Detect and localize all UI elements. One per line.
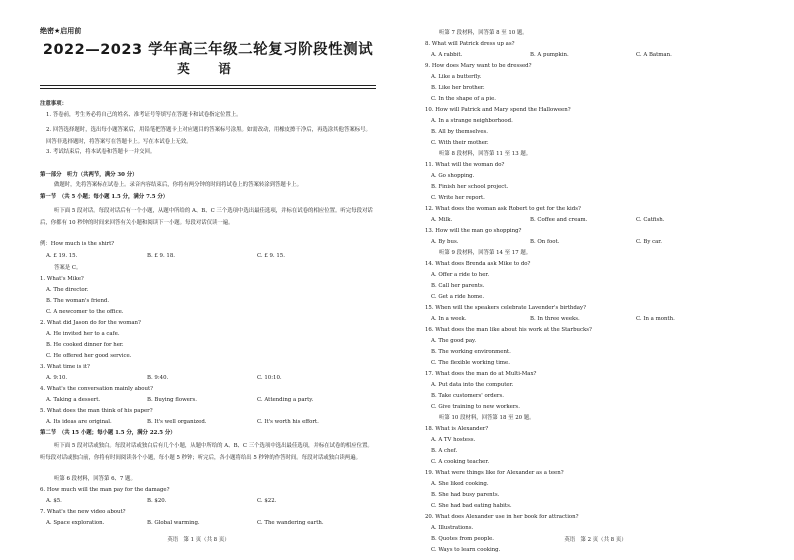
question: 13. How will the man go shopping? (425, 228, 522, 234)
option: B. The woman's friend. (46, 298, 110, 304)
material-instruction: 听第 9 段材料，回答第 14 至 17 题。 (439, 250, 532, 256)
option: A. She liked cooking. (431, 481, 489, 487)
exam-page-2 (397, 0, 794, 560)
option: B. Finish her school project. (431, 184, 509, 190)
question: 9. How does Mary want to be dressed? (425, 63, 532, 69)
question: 14. What does Brenda ask Mike to do? (425, 261, 531, 267)
option: A. Taking a dessert. (46, 397, 101, 403)
option: C. With their mother. (431, 140, 489, 146)
option: B. He cooked dinner for her. (46, 342, 124, 348)
option: C. By car. (636, 239, 663, 245)
option: C. Attending a party. (257, 397, 314, 403)
option: B. In three weeks. (530, 316, 580, 322)
option: C. $22. (257, 498, 277, 504)
question: 3. What time is it? (40, 364, 90, 370)
question: 10. How will Patrick and Mary spend the Halloween? (425, 107, 571, 113)
option: C. Catfish. (636, 217, 665, 223)
option: A. Milk. (431, 217, 453, 223)
option: A. Put data into the computer. (431, 382, 514, 388)
option: C. In the shape of a pie. (431, 96, 496, 102)
question: 16. What does the man like about his work at the Starbucks? (425, 327, 592, 333)
part1-intro: 做题时，先将答案标在试卷上。录音内容结束后，你将有两分钟的时间将试卷上的答案转涂到答题卡上。 (54, 182, 302, 188)
option: B. Quotes from people. (431, 536, 494, 542)
question: 18. What is Alexander? (425, 426, 489, 432)
option: B. A chef. (431, 448, 458, 454)
option: A. 9:10. (46, 375, 68, 381)
subject-title: 英 语 (177, 61, 239, 76)
option: A. The good pay. (431, 338, 477, 344)
question: 12. What does the woman ask Robert to get for the kids? (425, 206, 581, 212)
option: B. Buying flowers. (147, 397, 197, 403)
question: 20. What does Alexander use in her book for attraction? (425, 514, 579, 520)
option: B. On foot. (530, 239, 560, 245)
example-answer: 答案是 C。 (54, 265, 82, 271)
material-instruction: 听第 10 段材料，回答第 18 至 20 题。 (439, 415, 535, 421)
option: B. 9:40. (147, 375, 169, 381)
option: C. In a month. (636, 316, 675, 322)
option: C. It's worth his effort. (257, 419, 319, 425)
section1-heading: 第一节 （共 5 小题；每小题 1.5 分，满分 7.5 分） (40, 194, 169, 200)
option: B. Like her brother. (431, 85, 485, 91)
material-instruction: 听第 6 段材料，回答第 6、7 题。 (54, 476, 136, 482)
option: B. Call her parents. (431, 283, 485, 289)
notice-item: 2. 回答选择题时，选出每小题答案后，用铅笔把答题卡上对应题目的答案标号涂黑。如需改动，用橡皮擦干净后，再选涂其他答案标号。回答非选择题时，将答案写在答题卡上。写在本试卷上无效。 (46, 127, 371, 145)
option: A. Go shopping. (431, 173, 475, 179)
example-question: 例：How much is the shirt? (40, 241, 115, 247)
example-option: C. £ 9. 15. (257, 253, 285, 259)
header-rule (40, 85, 376, 86)
section2-intro: 听下面 5 段对话或独白。每段对话或独白后有几个小题，从题中所给的 A、B、C 三个选项中选出最佳选项，并标在试卷的相应位置。听每段对话或独白前，你将有时间阅读各个小题，每小题 5 秒钟；听完后，各小题将给出 5 秒钟的作答时间。每段对话或独白读两遍。 (40, 443, 373, 461)
section1-intro: 听下面 5 段对话。每段对话后有一个小题，从题中所给的 A、B、C 三个选项中选出最佳选项，并标在试卷的相应位置。听完每段对话后，你都有 10 秒钟的时间来回答有关小题和阅读下一小题。每段对话仅读一遍。 (40, 208, 373, 226)
option: C. The flexible working time. (431, 360, 510, 366)
option: A. The director. (46, 287, 89, 293)
option: A. Offer a ride to her. (431, 272, 490, 278)
option: C. A Batman. (636, 52, 672, 58)
option: B. It's well organized. (147, 419, 207, 425)
option: C. The wandering earth. (257, 520, 324, 526)
option: A. He invited her to a cafe. (46, 331, 120, 337)
question: 5. What does the man think of his paper? (40, 408, 153, 414)
option: B. $20. (147, 498, 167, 504)
option: B. The working environment. (431, 349, 511, 355)
option: A. In a strange neighborhood. (431, 118, 513, 124)
notice-item: 3. 考试结束后，将本试卷和答题卡一并交回。 (46, 149, 156, 155)
option: C. She had bad eating habits. (431, 503, 512, 509)
option: C. Ways to learn cooking. (431, 547, 501, 553)
option: A. Illustrations. (431, 525, 474, 531)
header-rule-thin (40, 88, 376, 89)
section2-heading: 第二节 （共 15 小题；每小题 1.5 分，满分 22.5 分） (40, 430, 176, 436)
option: A. In a week. (431, 316, 467, 322)
notice-heading: 注意事项： (40, 101, 67, 107)
option: C. Give training to new workers. (431, 404, 520, 410)
option: C. Write her report. (431, 195, 485, 201)
option: C. 10:10. (257, 375, 282, 381)
option: A. $5. (46, 498, 62, 504)
option: A. A rabbit. (431, 52, 463, 58)
option: A. Like a butterfly. (431, 74, 482, 80)
question: 8. What will Patrick dress up as? (425, 41, 515, 47)
option: A. Space exploration. (46, 520, 105, 526)
notice-item: 1. 答卷前，考生务必将自己的姓名、准考证号等填写在答题卡和试卷指定位置上。 (46, 112, 242, 118)
question: 11. What will the woman do? (425, 162, 505, 168)
page-footer: 英语 第 2 页（共 8 页） (564, 537, 627, 543)
material-instruction: 听第 7 段材料，回答第 8 至 10 题。 (439, 30, 528, 36)
option: B. Coffee and cream. (530, 217, 588, 223)
option: C. A newcomer to the office. (46, 309, 124, 315)
material-instruction: 听第 8 段材料，回答第 11 至 13 题。 (439, 151, 532, 157)
option: B. All by themselves. (431, 129, 488, 135)
question: 15. When will the speakers celebrate Lavender's birthday? (425, 305, 586, 311)
confidential-label: 绝密★启用前 (40, 27, 82, 35)
question: 4. What's the conversation mainly about? (40, 386, 154, 392)
option: A. By bus. (431, 239, 459, 245)
question: 1. What's Mike? (40, 276, 84, 282)
page-footer: 英语 第 1 页（共 8 页） (167, 537, 230, 543)
option: B. She had busy parents. (431, 492, 500, 498)
question: 6. How much will the man pay for the damage? (40, 487, 170, 493)
option: C. Get a ride home. (431, 294, 485, 300)
option: C. He offered her good service. (46, 353, 132, 359)
option: B. A pumpkin. (530, 52, 569, 58)
exam-title: 2022—2023 学年高三年级二轮复习阶段性测试 (42, 42, 374, 58)
option: B. Global warming. (147, 520, 200, 526)
part1-heading: 第一部分 听力（共两节，满分 30 分） (40, 172, 138, 178)
question: 2. What did Jason do for the woman? (40, 320, 141, 326)
example-option: A. £ 19. 15. (46, 253, 78, 259)
question: 19. What were things like for Alexander as a teen? (425, 470, 564, 476)
question: 17. What does the man do at Multi-Max? (425, 371, 537, 377)
example-option: B. £ 9. 18. (147, 253, 175, 259)
option: C. A cooking teacher. (431, 459, 490, 465)
option: B. Take customers' orders. (431, 393, 504, 399)
question: 7. What's the new video about? (40, 509, 126, 515)
option: A. Its ideas are original. (46, 419, 112, 425)
option: A. A TV hostess. (431, 437, 476, 443)
